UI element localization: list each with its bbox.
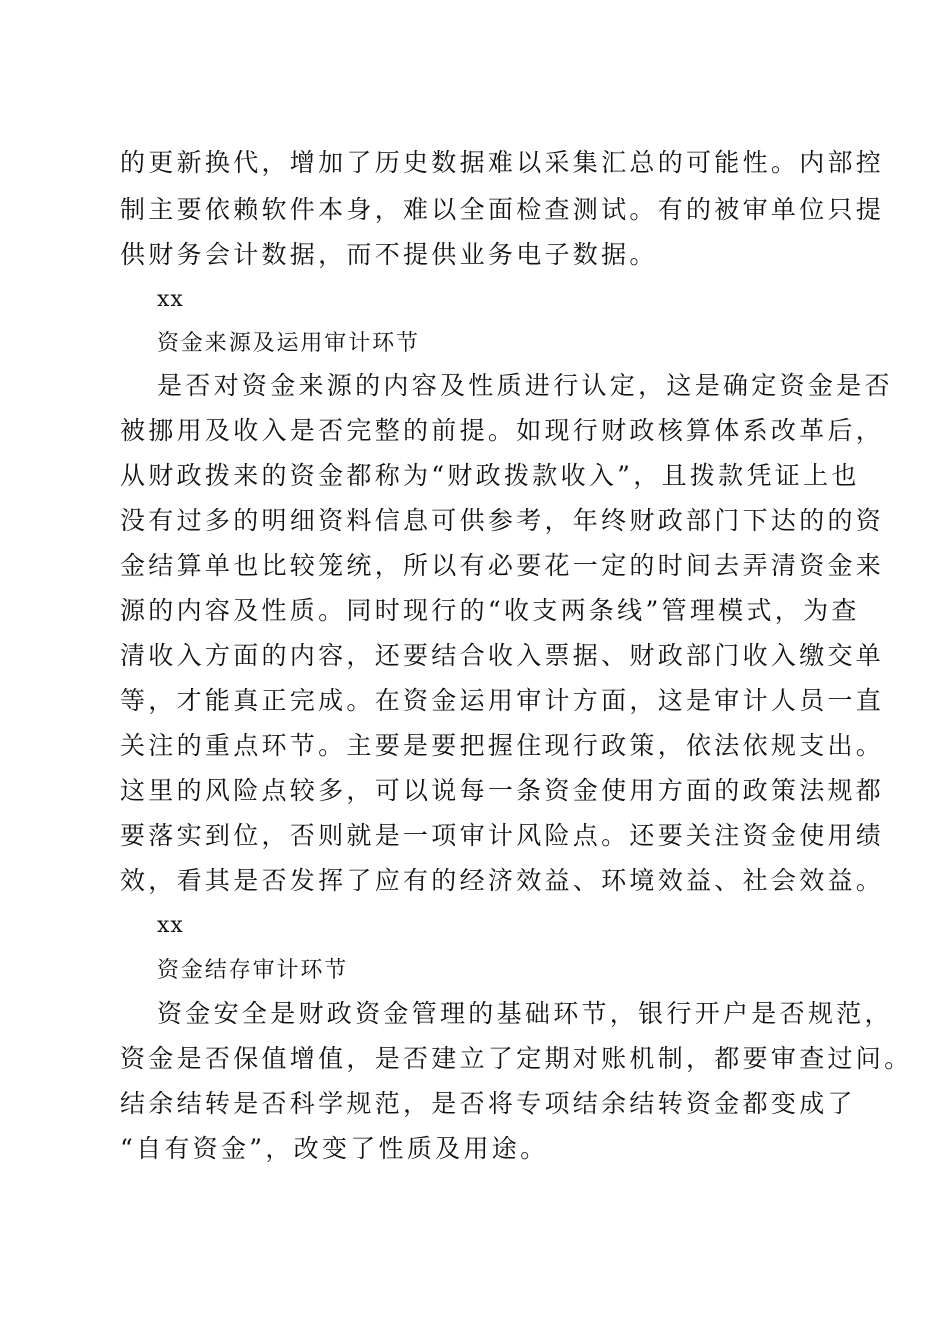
paragraph-line: 结余结转是否科学规范，是否将专项结余结转资金都变成了 (120, 1089, 856, 1118)
paragraph-line: 的更新换代，增加了历史数据难以采集汇总的可能性。内部控 (120, 148, 885, 177)
section-marker: xx (157, 913, 184, 938)
paragraph-line: 被挪用及收入是否完整的前提。如现行财政核算体系改革后， (120, 416, 885, 445)
paragraph-line: 资金是否保值增值，是否建立了定期对账机制，都要审查过问。 (120, 1044, 913, 1073)
paragraph-line: 是否对资金来源的内容及性质进行认定，这是确定资金是否 (157, 371, 893, 400)
paragraph-line: 效，看其是否发挥了应有的经济效益、环境效益、社会效益。 (120, 866, 885, 895)
paragraph-line: 等，才能真正完成。在资金运用审计方面，这是审计人员一直 (120, 686, 885, 715)
paragraph-line: 从财政拨来的资金都称为“财政拨款收入”，且拨款凭证上也 (120, 461, 860, 490)
paragraph-line: 没有过多的明细资料信息可供参考，年终财政部门下达的的资 (120, 506, 885, 535)
paragraph-line: 资金安全是财政资金管理的基础环节，银行开户是否规范， (157, 999, 893, 1028)
paragraph-line: 要落实到位，否则就是一项审计风险点。还要关注资金使用绩 (120, 821, 885, 850)
section-marker: xx (157, 287, 184, 312)
section-heading: 资金来源及运用审计环节 (157, 331, 420, 356)
paragraph-line: “自有资金”，改变了性质及用途。 (120, 1134, 549, 1163)
paragraph-line: 源的内容及性质。同时现行的“收支两条线”管理模式，为查 (120, 596, 860, 625)
paragraph-line: 供财务会计数据，而不提供业务电子数据。 (120, 240, 658, 269)
paragraph-line: 清收入方面的内容，还要结合收入票据、财政部门收入缴交单 (120, 641, 885, 670)
paragraph-line: 制主要依赖软件本身，难以全面检查测试。有的被审单位只提 (120, 195, 885, 224)
paragraph-line: 关注的重点环节。主要是要把握住现行政策，依法依规支出。 (120, 731, 885, 760)
paragraph-line: 这里的风险点较多，可以说每一条资金使用方面的政策法规都 (120, 776, 885, 805)
paragraph-line: 金结算单也比较笼统，所以有必要花一定的时间去弄清资金来 (120, 551, 885, 580)
section-heading: 资金结存审计环节 (157, 958, 349, 983)
